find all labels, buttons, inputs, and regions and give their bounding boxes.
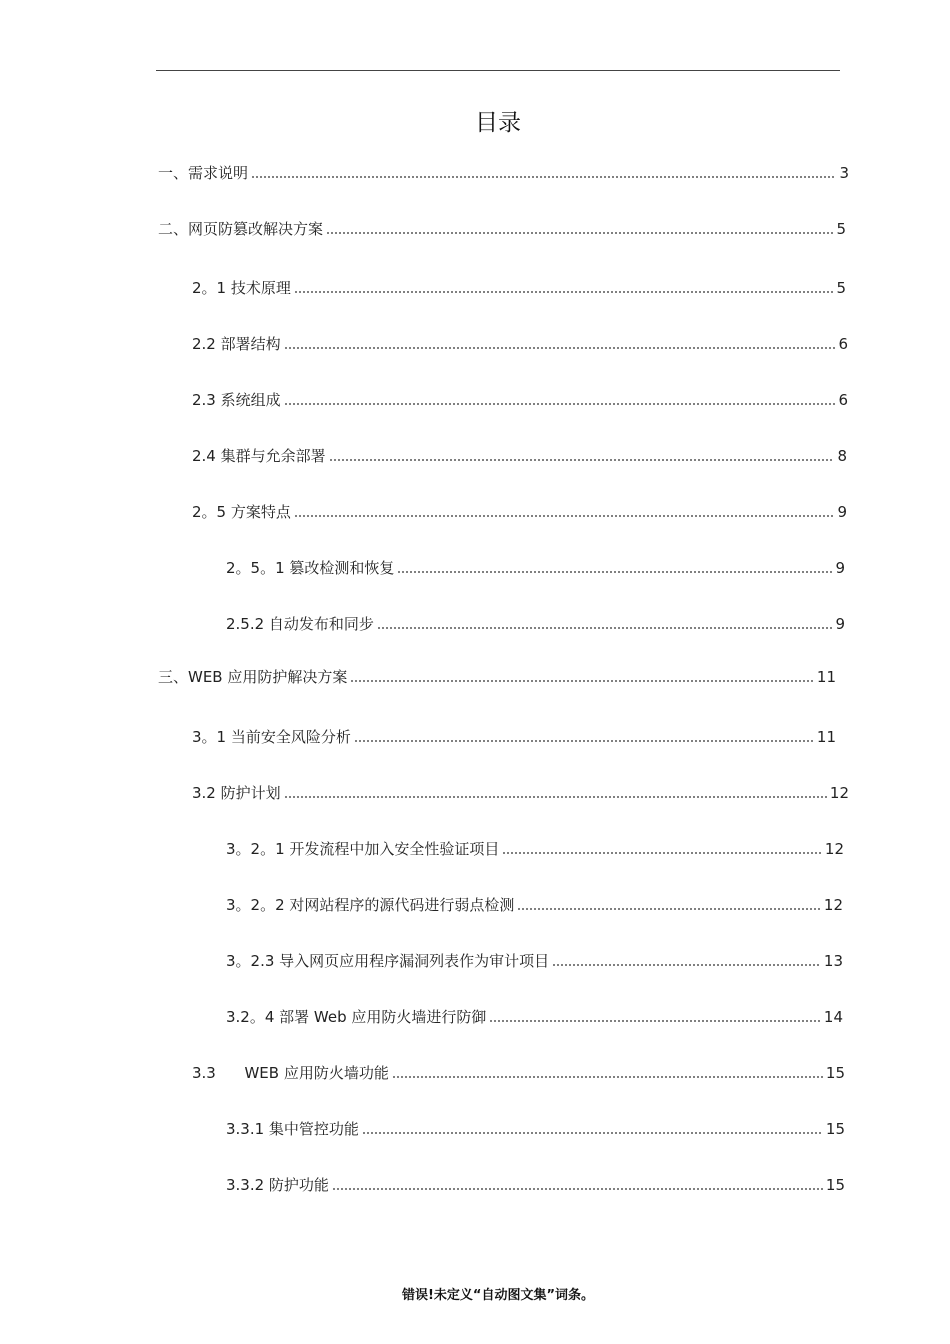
toc-entry[interactable] (226, 557, 845, 579)
dot-leader (392, 1076, 823, 1078)
toc-entry-label: 3。2。2 对网站程序的源代码进行弱点检测 (226, 896, 515, 914)
dot-leader (332, 1188, 823, 1190)
toc-entry-page: 9 (835, 615, 845, 633)
toc-entry-page: 13 (823, 952, 843, 970)
toc-entry-label: 3。2。1 开发流程中加入安全性验证项目 (226, 840, 500, 858)
toc-entry-page: 8 (837, 447, 847, 465)
dot-leader (294, 515, 835, 517)
toc-entry-page: 5 (836, 220, 846, 238)
toc-entry-label: 三、WEB 应用防护解决方案 (158, 668, 348, 686)
toc-entry-page: 15 (825, 1120, 845, 1138)
toc-entry-label: 3.3.1 集中管控功能 (226, 1120, 359, 1138)
toc-entry[interactable] (192, 782, 849, 804)
toc-entry-label: 2。5。1 篡改检测和恢复 (226, 559, 395, 577)
toc-entry-label: 2.2 部署结构 (192, 335, 281, 353)
toc-entry-page: 11 (816, 668, 836, 686)
toc-entry-label: 二、网页防篡改解决方案 (158, 220, 324, 238)
dot-leader (284, 796, 827, 798)
dot-leader (377, 627, 833, 629)
toc-entry-label: 2。5 方案特点 (192, 503, 291, 521)
toc-entry[interactable] (226, 1006, 843, 1028)
toc-entry[interactable] (192, 333, 848, 355)
dot-leader (350, 680, 814, 682)
toc-entry[interactable] (226, 894, 843, 916)
toc-entry-page: 9 (837, 503, 847, 521)
toc-entry[interactable] (226, 1118, 845, 1140)
dot-leader (502, 852, 822, 854)
dot-leader (552, 964, 821, 966)
toc-entry-page: 12 (824, 840, 844, 858)
toc-entry-page: 14 (823, 1008, 843, 1026)
toc-entry-page: 6 (838, 335, 848, 353)
dot-leader (397, 571, 832, 573)
toc-entry[interactable] (226, 613, 845, 635)
toc-entry[interactable] (226, 838, 844, 860)
toc-entry-page: 15 (825, 1064, 845, 1082)
toc-entry-label: 3.2 防护计划 (192, 784, 281, 802)
toc-entry-page: 3 (839, 164, 849, 182)
toc-entry-label: 3。1 当前安全风险分析 (192, 728, 351, 746)
toc-entry[interactable] (192, 1062, 845, 1084)
dot-leader (326, 232, 833, 234)
dot-leader (329, 459, 835, 461)
toc-entry[interactable] (226, 1174, 845, 1196)
footer-error-text: 错误!未定义“自动图文集”词条。 (401, 1288, 595, 1303)
toc-entry[interactable] (158, 162, 849, 184)
toc-entry-label: 3.3.2 防护功能 (226, 1176, 329, 1194)
toc-entry-page: 5 (836, 279, 846, 297)
toc-entry-label: 2。1 技术原理 (192, 279, 291, 297)
dot-leader (489, 1020, 820, 1022)
toc-entry[interactable] (192, 389, 848, 411)
toc-entry-label: 2.4 集群与允余部署 (192, 447, 326, 465)
dot-leader (362, 1132, 823, 1134)
page-title: 目录 (475, 110, 521, 136)
dot-leader (284, 347, 836, 349)
dot-leader (284, 403, 836, 405)
toc-entry-page: 15 (825, 1176, 845, 1194)
toc-entry[interactable] (158, 666, 836, 688)
toc-entry[interactable] (192, 501, 847, 523)
toc-entry[interactable] (192, 726, 836, 748)
toc-entry-label: 一、需求说明 (158, 164, 249, 182)
dot-leader (294, 291, 834, 293)
toc-entry-page: 12 (829, 784, 849, 802)
toc-entry[interactable] (226, 950, 843, 972)
toc-entry-page: 6 (838, 391, 848, 409)
toc-entry-page: 9 (835, 559, 845, 577)
dot-leader (251, 176, 836, 178)
toc-entry[interactable] (192, 277, 846, 299)
toc-entry[interactable] (192, 445, 847, 467)
toc-entry-label: 3。2.3 导入网页应用程序漏洞列表作为审计项目 (226, 952, 550, 970)
dot-leader (517, 908, 821, 910)
toc-entry-page: 11 (816, 728, 836, 746)
header-rule (156, 70, 840, 71)
dot-leader (354, 740, 814, 742)
toc-entry-label: 3.2。4 部署 Web 应用防火墙进行防御 (226, 1008, 487, 1026)
toc-entry-label: 3.3 WEB 应用防火墙功能 (192, 1064, 389, 1082)
toc-entry-label: 2.5.2 自动发布和同步 (226, 615, 374, 633)
toc-entry-page: 12 (823, 896, 843, 914)
toc-entry[interactable] (158, 218, 846, 240)
toc-entry-label: 2.3 系统组成 (192, 391, 281, 409)
